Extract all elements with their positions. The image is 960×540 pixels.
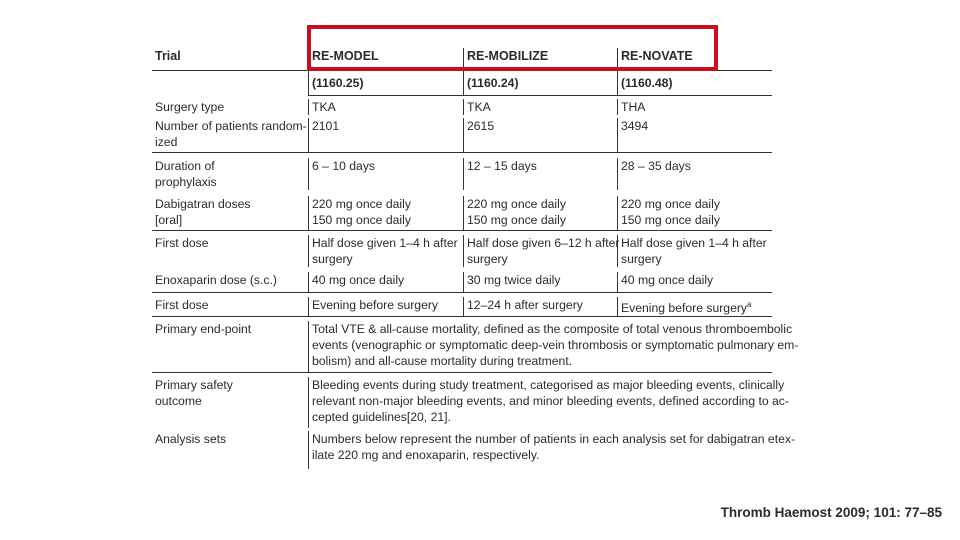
surgery-type-row bbox=[152, 96, 772, 115]
header-re-novate: RE-NOVATE bbox=[617, 48, 772, 71]
trial-id-row bbox=[152, 71, 772, 96]
table-cell: Evening before surgery bbox=[308, 297, 463, 317]
row-label: First dose bbox=[152, 297, 308, 317]
table-cell: TKA bbox=[308, 99, 463, 115]
table-cell: 2615 bbox=[463, 118, 617, 153]
table-cell: TKA bbox=[463, 99, 617, 115]
table-cell: Half dose given 6–12 h after surgery bbox=[463, 235, 617, 267]
table-cell: 12 – 15 days bbox=[463, 158, 617, 190]
analysis-sets-row bbox=[152, 428, 796, 469]
trial-id: (1160.25) bbox=[308, 71, 463, 96]
table-cell: 30 mg twice daily bbox=[463, 272, 617, 293]
primary-safety-row bbox=[152, 373, 789, 428]
row-label: Dabigatran doses [oral] bbox=[152, 196, 308, 231]
table-cell: Numbers below represent the number of patients in each analysis set for dabigatran etex- ilate 220 mg and enoxaparin, respectively. bbox=[308, 431, 772, 469]
table-cell: 28 – 35 days bbox=[617, 158, 772, 190]
table-cell: 40 mg once daily bbox=[617, 272, 772, 293]
row-label: Enoxaparin dose (s.c.) bbox=[152, 272, 308, 293]
table-cell: 220 mg once daily 150 mg once daily bbox=[617, 196, 772, 231]
table-cell: 220 mg once daily 150 mg once daily bbox=[308, 196, 463, 231]
table-cell: THA bbox=[617, 99, 772, 115]
patients-row bbox=[152, 115, 772, 153]
header-trial: Trial bbox=[152, 48, 308, 71]
row-label: Primary end-point bbox=[152, 321, 308, 373]
first-dose-row bbox=[152, 293, 772, 317]
table-cell: 40 mg once daily bbox=[308, 272, 463, 293]
primary-endpoint-row bbox=[152, 317, 799, 373]
header-re-model: RE-MODEL bbox=[308, 48, 463, 71]
row-label: Number of patients random- ized bbox=[152, 118, 308, 153]
row-label: Duration of prophylaxis bbox=[155, 159, 217, 189]
dabigatran-row bbox=[152, 190, 772, 231]
first-dose-row bbox=[152, 231, 772, 267]
citation: Thromb Haemost 2009; 101: 77–85 bbox=[720, 505, 942, 520]
table-cell: Half dose given 1–4 h after surgery bbox=[617, 235, 772, 267]
footnote-marker: a bbox=[747, 300, 752, 309]
table-cell: Evening before surgery$^a$ bbox=[617, 297, 772, 317]
row-label: Primary safety outcome bbox=[155, 378, 233, 409]
trial-comparison-table bbox=[152, 44, 799, 469]
row-label: First dose bbox=[155, 236, 209, 250]
trial-id: (1160.24) bbox=[463, 71, 617, 96]
table-cell: 12–24 h after surgery bbox=[463, 297, 617, 317]
trial-id: (1160.48) bbox=[617, 71, 772, 96]
duration-row bbox=[152, 153, 772, 190]
table-cell: 6 – 10 days bbox=[308, 158, 463, 190]
table-cell: Bleeding events during study treatment, categorised as major bleeding events, clinically relevant non-major bleeding events, and minor bleeding events, defined according to ac- cepted guidelines[20, 21]. bbox=[308, 377, 772, 428]
table-cell: 220 mg once daily 150 mg once daily bbox=[463, 196, 617, 231]
table-cell: 2101 bbox=[308, 118, 463, 153]
table-cell: Half dose given 1–4 h after surgery bbox=[308, 235, 463, 267]
row-label: Surgery type bbox=[155, 100, 225, 114]
header-re-mobilize: RE-MOBILIZE bbox=[463, 48, 617, 71]
table-cell: Total VTE & all-cause mortality, defined as the composite of total venous thromboembolic events (venographic or symptomatic deep-vein thrombosis or symptomatic pulmonary em- bolism) and all-cause mortality during treatment. bbox=[308, 321, 772, 373]
enoxaparin-row bbox=[152, 267, 772, 293]
table-cell: 3494 bbox=[617, 118, 772, 153]
row-label: Analysis sets bbox=[155, 432, 227, 447]
highlight-box bbox=[307, 25, 718, 71]
